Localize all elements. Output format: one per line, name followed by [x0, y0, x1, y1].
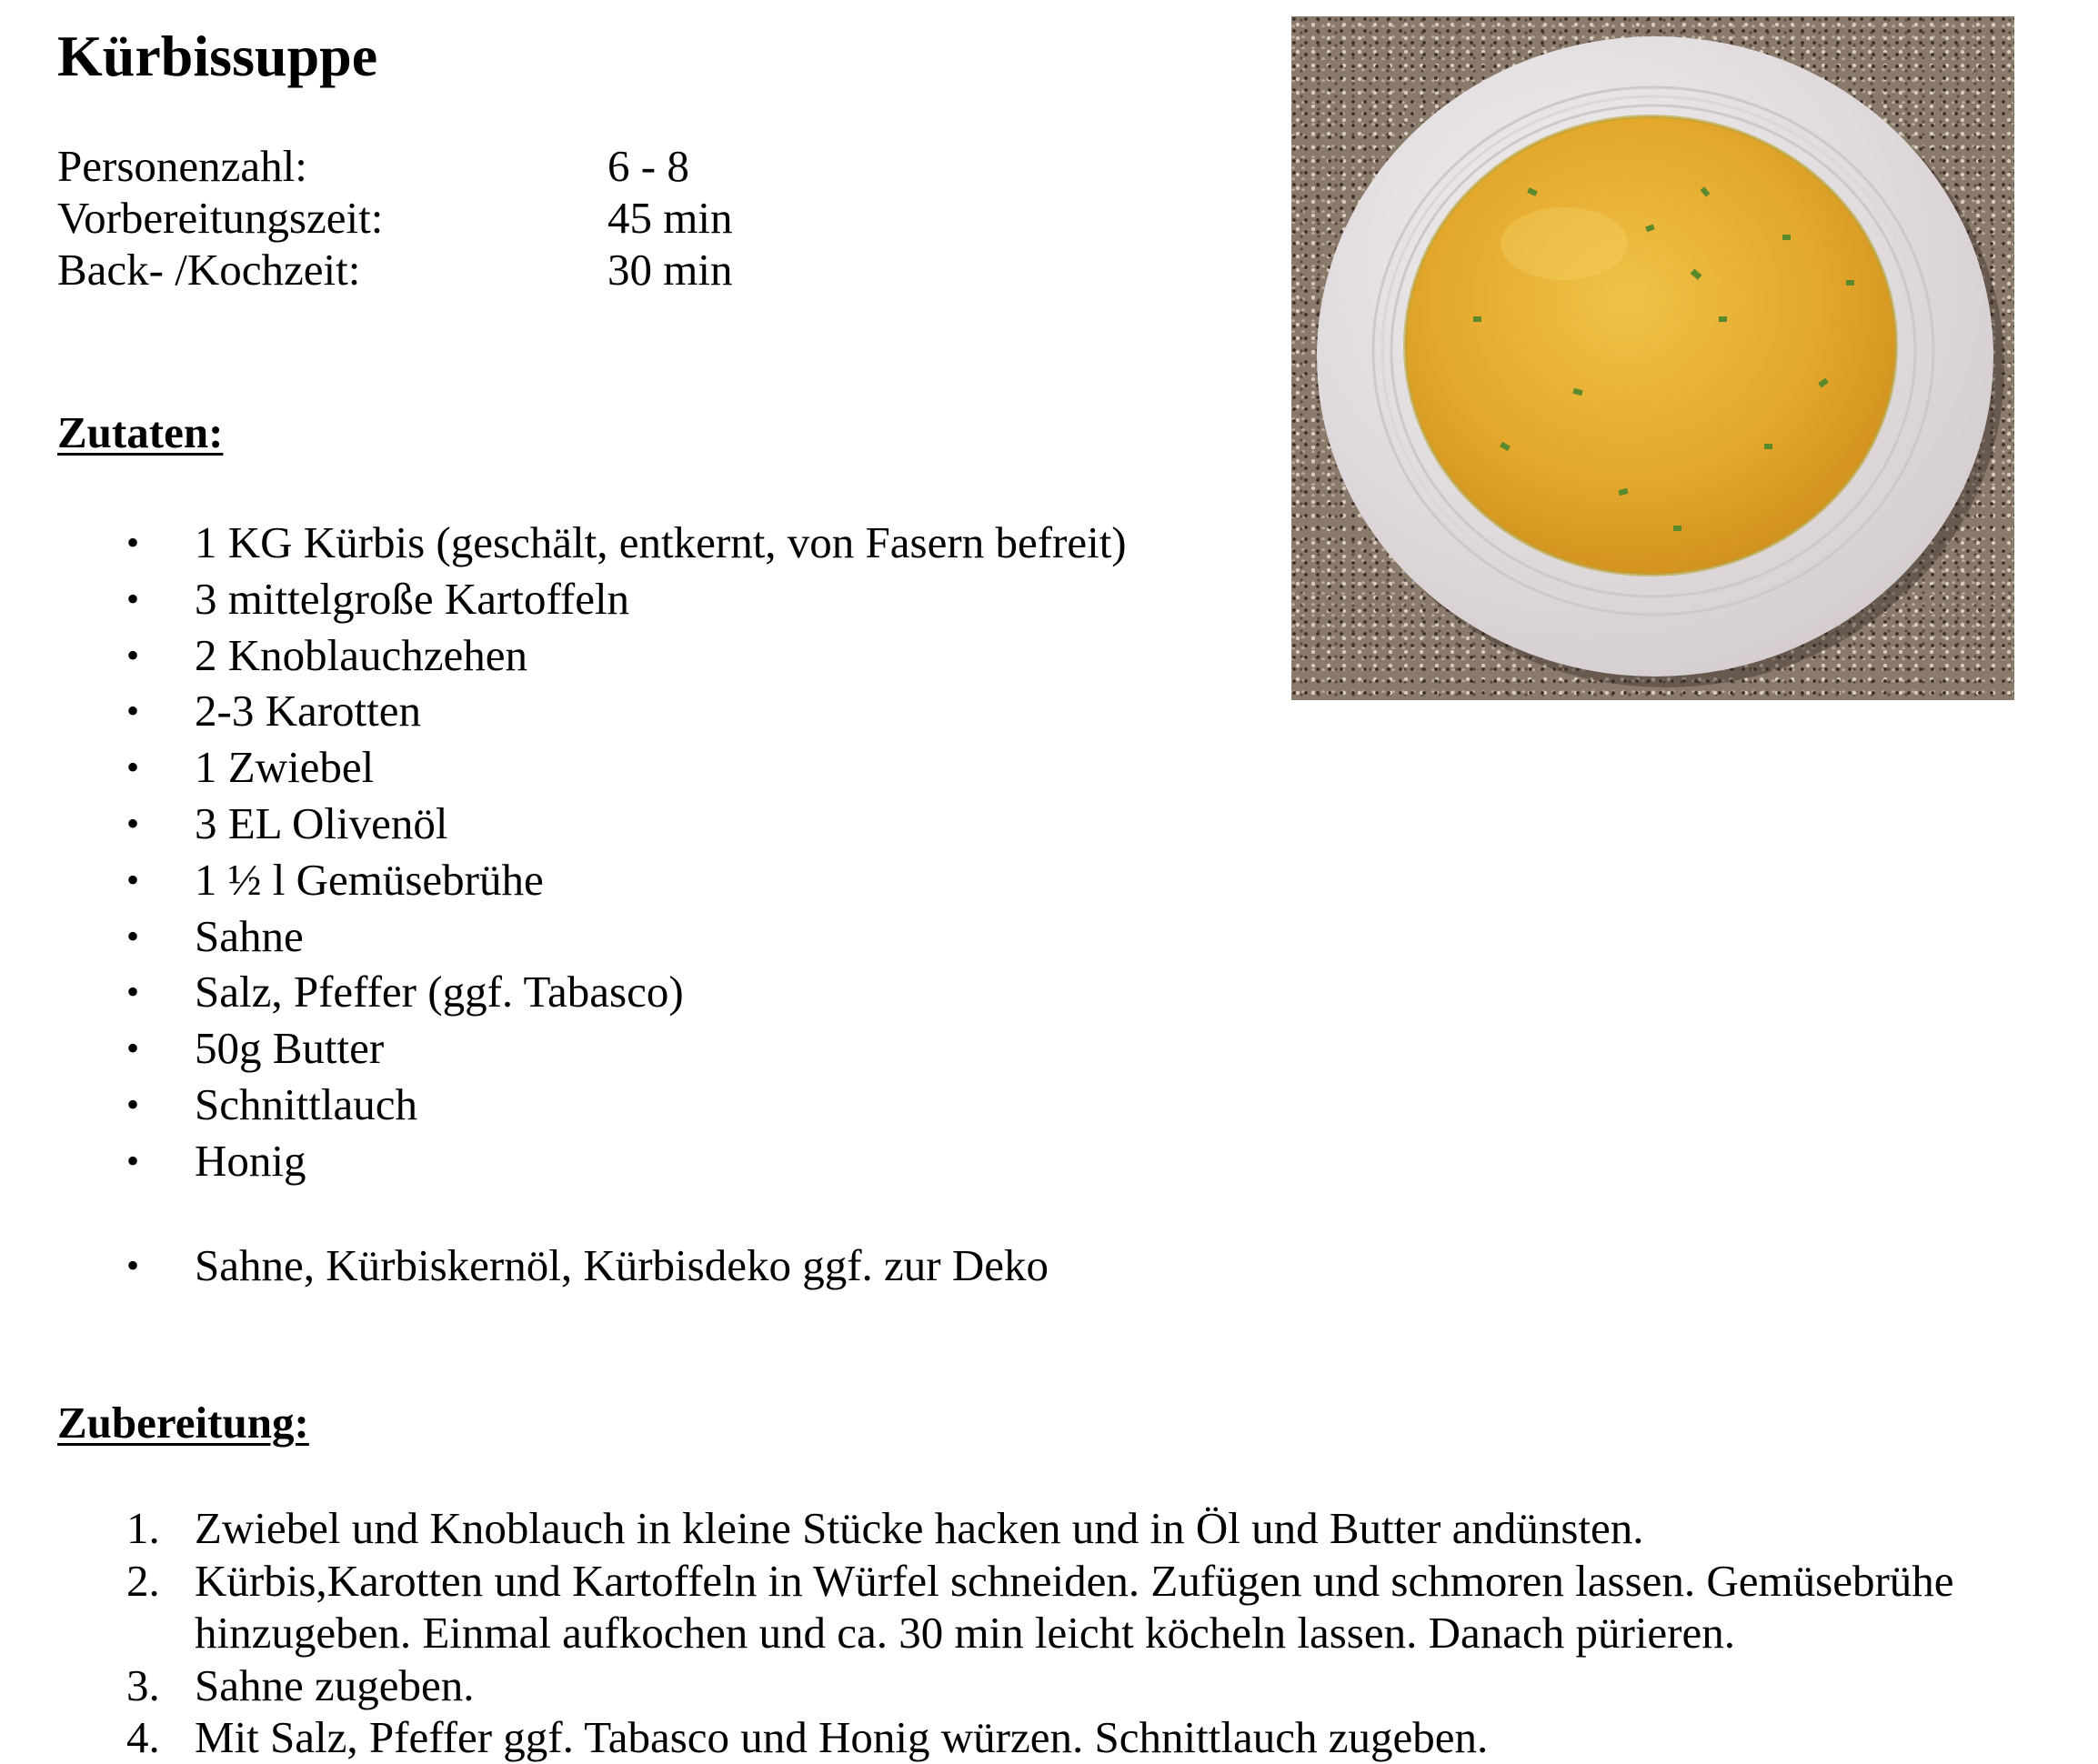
ingredient-item [0, 1020, 1127, 1077]
bullet-icon: • [126, 1245, 140, 1286]
ingredient-item [0, 515, 1127, 571]
ingredient-text: Schnittlauch [195, 1078, 417, 1129]
ingredient-item [0, 1077, 1127, 1133]
ingredients-heading: Zutaten: [57, 407, 224, 457]
chive-piece [1764, 444, 1772, 449]
ingredient-text: 3 EL Olivenöl [195, 797, 448, 848]
bullet-icon: • [126, 522, 140, 563]
meta-label: Vorbereitungszeit: [57, 193, 384, 243]
meta-value: 45 min [607, 193, 733, 243]
step-item [0, 1711, 2037, 1764]
ingredient-text: Honig [195, 1135, 306, 1186]
ingredient-text: Salz, Pfeffer (ggf. Tabasco) [195, 967, 684, 1017]
bullet-icon: • [126, 690, 140, 732]
step-text: Zwiebel und Knoblauch in kleine Stücke hacken und in Öl und Butter andünsten. [195, 1503, 1644, 1553]
ingredient-item [0, 908, 1127, 965]
ingredient-text: 1 KG Kürbis (geschält, entkernt, von Fasern befreit) [195, 517, 1127, 567]
step-text: Mit Salz, Pfeffer ggf. Tabasco und Honig würzen. Schnittlauch zugeben. [195, 1712, 1489, 1762]
ingredient-item [0, 796, 1127, 852]
ingredients-extra-list [0, 1238, 1049, 1294]
meta-value: 30 min [607, 245, 733, 295]
steps-list [0, 1502, 2037, 1764]
bullet-icon: • [126, 971, 140, 1013]
step-item [0, 1502, 2037, 1555]
soup [1405, 116, 1896, 575]
soup-bowl-illustration [1291, 16, 2014, 700]
chive-piece [1782, 235, 1791, 240]
ingredient-text: 3 mittelgroße Kartoffeln [195, 573, 630, 624]
ingredient-item [0, 571, 1127, 627]
meta-value: 6 - 8 [607, 141, 689, 191]
ingredient-text: Sahne, Kürbiskernöl, Kürbisdeko ggf. zur Deko [195, 1240, 1049, 1290]
ingredient-item [0, 739, 1127, 796]
recipe-title: Kürbissuppe [57, 24, 378, 88]
preparation-heading: Zubereitung: [57, 1398, 309, 1448]
step-text: Kürbis,Karotten und Kartoffeln in Würfel schneiden. Zufügen und schmoren lassen. Gemüsebrühe hinzugeben. Einmal aufkochen und ca. 30 min leicht köcheln lassen. Danach pürieren. [195, 1555, 1954, 1658]
ingredient-item [0, 1238, 1049, 1294]
ingredient-text: 1 Zwiebel [195, 742, 375, 793]
ingredient-item [0, 964, 1127, 1020]
chive-piece [1719, 316, 1727, 322]
chive-piece [1846, 280, 1854, 286]
ingredient-item [0, 1133, 1127, 1189]
step-text: Sahne zugeben. [195, 1659, 475, 1710]
ingredient-item [0, 683, 1127, 739]
chive-piece [1673, 526, 1681, 531]
bullet-icon: • [126, 1139, 140, 1181]
bullet-icon: • [126, 1027, 140, 1069]
soup-photo [1291, 16, 2014, 700]
step-item [0, 1659, 2037, 1712]
step-number: 3. [126, 1659, 160, 1710]
bullet-icon: • [126, 915, 140, 957]
step-number: 1. [126, 1503, 160, 1553]
meta-label: Personenzahl: [57, 141, 307, 191]
ingredient-item [0, 852, 1127, 908]
ingredient-text: Sahne [195, 910, 304, 961]
step-number: 2. [126, 1555, 160, 1606]
ingredients-list [0, 515, 1127, 1189]
bullet-icon: • [126, 858, 140, 900]
step-item [0, 1555, 2037, 1659]
ingredient-text: 1 ½ l Gemüsebrühe [195, 854, 544, 905]
step-number: 4. [126, 1712, 160, 1762]
bullet-icon: • [126, 802, 140, 844]
chive-piece [1473, 316, 1481, 322]
meta-label: Back- /Kochzeit: [57, 245, 361, 295]
soup-highlight [1501, 207, 1628, 280]
bullet-icon: • [126, 634, 140, 676]
ingredient-item [0, 627, 1127, 684]
bullet-icon: • [126, 1083, 140, 1125]
ingredient-text: 2 Knoblauchzehen [195, 629, 527, 680]
bullet-icon: • [126, 577, 140, 619]
ingredient-text: 2-3 Karotten [195, 686, 421, 737]
ingredient-text: 50g Butter [195, 1023, 385, 1074]
bullet-icon: • [126, 747, 140, 788]
